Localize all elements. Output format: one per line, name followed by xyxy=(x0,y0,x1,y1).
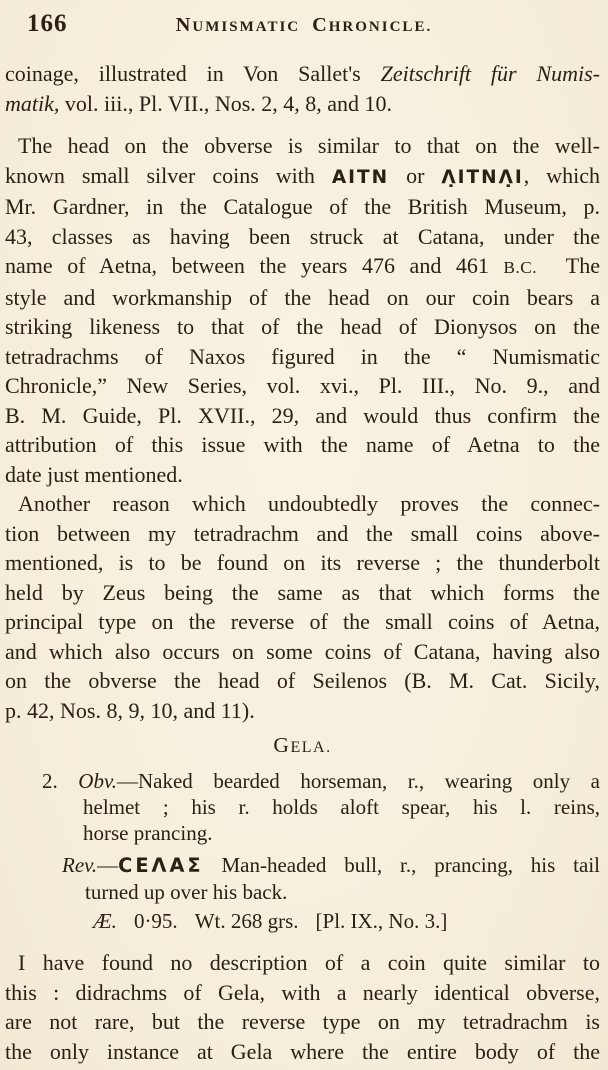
text-line xyxy=(5,1037,600,1067)
text-segment: are not rare, but the reverse type on my tetradrachm is xyxy=(5,1009,600,1034)
section-heading-gela xyxy=(5,734,600,759)
text-segment: Chronicle,” New Series, vol. xvi., Pl. III., No. 9., and xyxy=(5,373,600,398)
text-line xyxy=(5,283,600,313)
text-segment: B. M. Guide, Pl. XVII., 29, and would thus confirm the xyxy=(5,402,600,428)
text-segment: tion between my tetradrachm and the small coins above- xyxy=(5,520,600,546)
smallcaps-word: CHRONICLE. xyxy=(312,14,433,36)
text-segment: Obv. xyxy=(78,769,117,793)
text-segment: mentioned, is to be found on its reverse ; the thunderbolt xyxy=(5,550,600,575)
text-segment: —Naked bearded horseman, r., wearing only a xyxy=(116,769,601,793)
text-segment: B.C. xyxy=(503,258,537,277)
text-segment: on the obverse the head of Seilenos (B. M. Cat. Sicily, xyxy=(5,668,600,693)
text-line xyxy=(42,768,600,794)
page-header xyxy=(0,10,608,44)
text-segment: Another reason which undoubtedly proves the connec- xyxy=(18,491,600,516)
catalog-entry-2-reverse xyxy=(62,852,600,905)
spec-part: 0·95. xyxy=(133,909,178,933)
smallcaps-word: GELA. xyxy=(273,733,332,757)
text-line xyxy=(85,879,600,905)
text-line xyxy=(5,161,600,193)
text-segment: — xyxy=(97,853,119,877)
text-segment: and which also occurs on some coins of Catana, having also xyxy=(5,638,600,664)
text-line xyxy=(5,978,600,1008)
text-line xyxy=(5,401,600,431)
text-line xyxy=(5,131,600,161)
text-segment: or xyxy=(389,162,442,188)
text-line xyxy=(5,192,600,222)
text-segment: The xyxy=(537,253,601,278)
text-line xyxy=(5,666,600,696)
paragraph-3 xyxy=(5,489,600,725)
catalog-entry-2-obverse xyxy=(42,768,600,846)
text-segment: helmet ; his r. holds aloft spear, his l. reins, xyxy=(83,795,600,819)
text-segment: Zeitschrift für Numis- xyxy=(380,61,601,86)
text-segment: p. 42, Nos. 8, 9, 10, and 11). xyxy=(5,697,255,723)
text-line xyxy=(83,794,600,820)
text-segment: coinage, illustrated in Von Sallet's xyxy=(5,61,381,86)
running-title xyxy=(0,14,608,37)
text-line xyxy=(62,852,600,879)
text-segment: , which xyxy=(523,162,601,188)
spec-part: Wt. 268 grs. xyxy=(194,909,299,933)
text-segment: turned up over his back. xyxy=(85,880,288,904)
text-segment: held by Zeus being the same as that which forms the xyxy=(5,579,600,605)
text-segment: horse prancing. xyxy=(83,821,213,845)
text-segment: the only instance at Gela where the entire body of the xyxy=(5,1038,600,1064)
coin-legend-text: CEΛΑΣ xyxy=(118,854,204,877)
text-segment: 2. xyxy=(42,769,79,793)
spec-part: Æ. xyxy=(93,909,117,933)
coin-legend-text: Λ̣ITNΛ̣I xyxy=(441,166,524,188)
text-segment: principal type on the reverse of the small coins of Aetna, xyxy=(5,609,600,634)
text-line xyxy=(5,489,600,519)
text-segment: striking likeness to that of the head of Dionysos on the xyxy=(5,314,600,339)
text-line xyxy=(5,948,600,978)
text-line xyxy=(5,371,600,401)
text-segment: this : didrachms of Gela, with a nearly identical obverse, xyxy=(5,979,600,1005)
text-segment: name of Aetna, between the years 476 and 461 xyxy=(5,253,504,278)
text-segment: vol. iii., Pl. VII., Nos. 2, 4, 8, and 10. xyxy=(59,90,393,116)
text-segment: Man-headed bull, r., prancing, his tail xyxy=(203,853,600,877)
text-line xyxy=(5,59,600,89)
text-line xyxy=(5,251,600,283)
text-line xyxy=(5,312,600,342)
text-line xyxy=(5,89,600,119)
text-segment: tetradrachms of Naxos figured in the “ Numismatic xyxy=(5,343,600,369)
text-line xyxy=(5,607,600,637)
text-segment: 43, classes as having been struck at Catana, under the xyxy=(5,223,600,249)
text-line xyxy=(5,519,600,549)
text-line xyxy=(83,820,600,846)
text-segment: Mr. Gardner, in the Catalogue of the British Museum, p. xyxy=(5,194,600,219)
text-segment: matik, xyxy=(5,90,60,116)
text-line xyxy=(5,696,600,726)
text-line xyxy=(5,548,600,578)
text-segment: date just mentioned. xyxy=(5,461,183,487)
spec-part: [Pl. IX., No. 3.] xyxy=(315,909,448,933)
text-segment: The head on the obverse is similar to that on the well- xyxy=(18,133,600,158)
text-line xyxy=(5,342,600,372)
text-line xyxy=(5,578,600,608)
text-segment: known small silver coins with xyxy=(5,162,332,188)
text-segment: style and workmanship of the head on our coin bears a xyxy=(5,284,600,310)
text-line xyxy=(5,460,600,490)
smallcaps-word: NUMISMATIC xyxy=(175,14,301,36)
coin-spec-line xyxy=(93,908,600,935)
text-line xyxy=(5,430,600,460)
text-line xyxy=(5,1007,600,1037)
page-body xyxy=(5,59,600,1066)
coin-legend-text: AITN xyxy=(331,166,390,188)
text-segment: attribution of this issue with the name of Aetna to the xyxy=(5,432,600,457)
paragraph-1 xyxy=(5,59,600,118)
paragraph-2 xyxy=(5,131,600,489)
text-line xyxy=(5,222,600,252)
text-segment: Rev. xyxy=(62,853,98,877)
text-line xyxy=(5,637,600,667)
text-segment: I have found no description of a coin quite similar to xyxy=(18,950,600,975)
paragraph-4 xyxy=(5,948,600,1066)
page-number: 166 xyxy=(27,10,68,37)
